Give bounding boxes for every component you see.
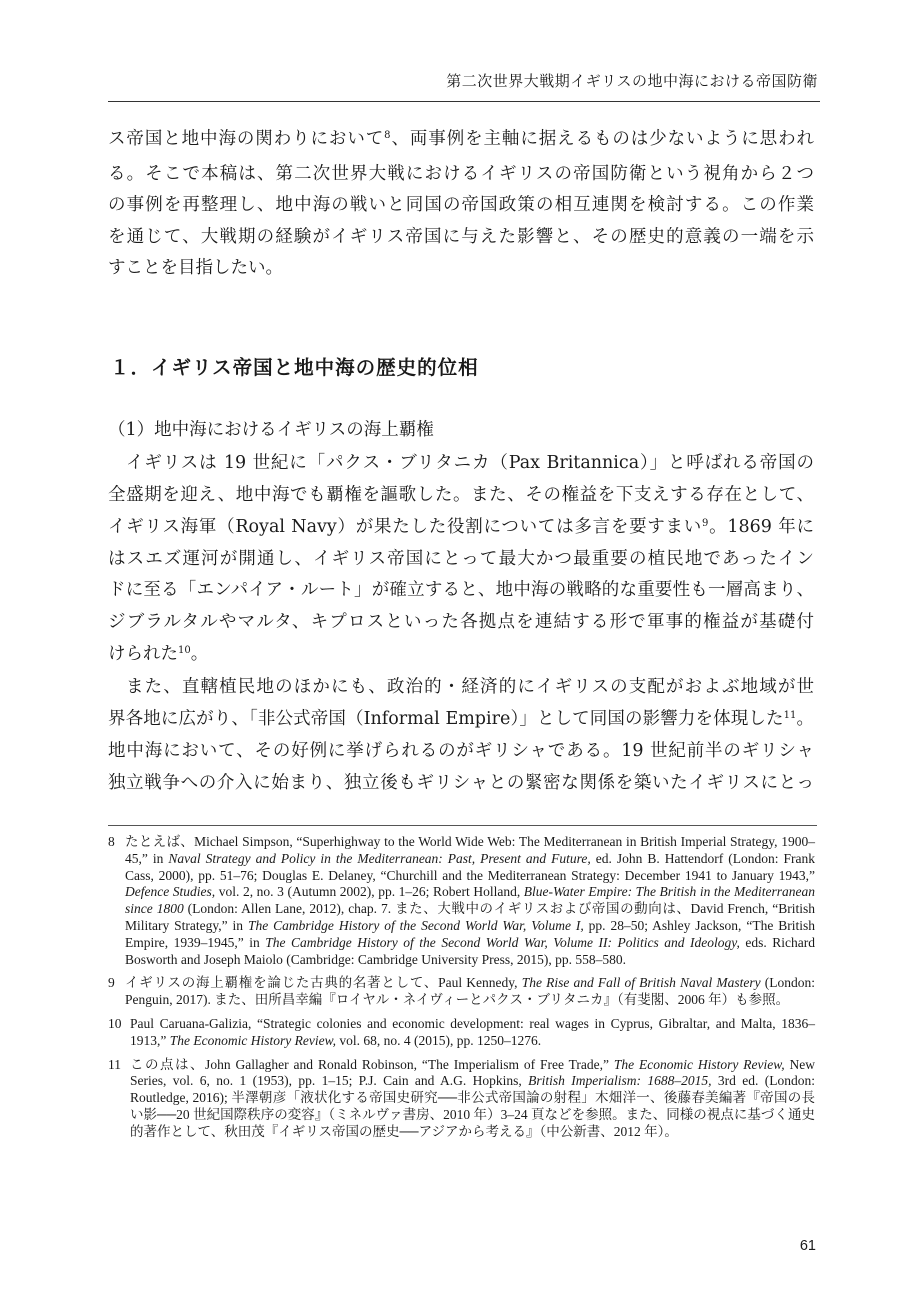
- footnote-text: この点は、John Gallagher and Ronald Robinson, “The Imperialism of Free Trade,”: [130, 1056, 614, 1072]
- para1-line-6: ジブラルタルやマルタ、キプロスといった各拠点を連結する形で軍事的権益が基礎付: [108, 612, 814, 632]
- page-number: 61: [799, 1238, 816, 1254]
- footnote-title: The Economic History Review,: [169, 1032, 336, 1048]
- para2-line-1: また、直轄植民地のほかにも、政治的・経済的にイギリスの支配がおよぶ地域が世: [126, 677, 814, 697]
- footnote-8: [108, 834, 815, 968]
- para1-line-1: イギリスは 19 世紀に「パクス・ブリタニカ（Pax Britannica）」と呼ばれる帝国の: [126, 453, 814, 473]
- intro-line-4: を通じて、大戦期の経験がイギリス帝国に与えた影響と、その歴史的意義の一端を示: [108, 227, 814, 247]
- intro-text: 、両事例を主軸に据えるものは少ないように思われ: [390, 129, 815, 149]
- footnote-text: (London: Penguin, 2017). また、田所昌幸編『ロイヤル・ネイヴィーとパクス・ブリタニカ』（有斐閣、2006 年）も参照。: [125, 975, 816, 1008]
- footnote-ref-10[interactable]: 10: [178, 645, 191, 656]
- footnote-title: The Cambridge History of the Second World War, Volume II: Politics and Ideology,: [265, 934, 740, 950]
- para1-text: 。1869 年に: [708, 517, 814, 537]
- footnote-text: (London: Allen Lane, 2012), chap. 7. また、大戦中のイギリスおよび帝国の動向は、David French, “British Military Strategy,” in: [125, 901, 815, 933]
- intro-line-2: る。そこで本稿は、第二次世界大戦におけるイギリスの帝国防衛という視角から２つ: [108, 164, 814, 184]
- footnote-10: [108, 1016, 815, 1050]
- para1-text: イギリス海軍（Royal Navy）が果たした役割については多言を要すまい: [108, 517, 703, 537]
- footnote-9: [108, 975, 815, 1009]
- footnotes: [108, 834, 815, 1148]
- para1-text: 。: [190, 644, 209, 664]
- para2-line-3: 地中海において、その好例に挙げられるのがギリシャである。19 世紀前半のギリシャ: [108, 741, 814, 761]
- footnote-text: イギリスの海上覇権を論じた古典的名著として、Paul Kennedy,: [125, 975, 522, 991]
- footnote-text: Paul Caruana-Galizia, “Strategic colonies and economic development: real wages in Cyprus, Gibraltar, and Malta, 1836–1913,”: [130, 1015, 815, 1048]
- footnote-ref-8[interactable]: 8: [384, 130, 391, 141]
- para1-line-3: [108, 512, 814, 542]
- para1-line-5: ドに至る「エンパイア・ルート」が確立すると、地中海の戦略的な重要性も一層高まり、: [108, 580, 814, 600]
- footnote-text: New Series, vol. 6, no. 1 (1953), pp. 1–15; P.J. Cain and A.G. Hopkins,: [130, 1056, 815, 1089]
- section-heading: １．イギリス帝国と地中海の歴史的位相: [110, 356, 479, 379]
- footnote-ref-11[interactable]: 11: [783, 710, 797, 721]
- para1-line-7: [108, 639, 814, 669]
- footnote-number: 9: [108, 975, 115, 991]
- footnote-rule: [108, 825, 817, 826]
- para2-text: 。: [796, 709, 814, 729]
- footnote-title: The Cambridge History of the Second World War, Volume I,: [247, 917, 584, 933]
- footnote-title: The Rise and Fall of British Naval Mastery: [521, 975, 761, 991]
- para1-line-2: 全盛期を迎え、地中海でも覇権を謳歌した。また、その権益を下支えする存在として、: [108, 485, 814, 505]
- para1-text: けられた: [108, 644, 178, 664]
- intro-line-3: の事例を再整理し、地中海の戦いと同国の帝国政策の相互連関を検討する。この作業: [108, 195, 814, 215]
- footnote-text: vol. 2, no. 3 (Autumn 2002), pp. 1–26; Robert Holland,: [215, 884, 524, 900]
- footnote-title: British Imperialism: 1688–2015,: [528, 1073, 712, 1089]
- intro-line-5: すことを目指したい。: [108, 258, 283, 278]
- intro-line-1: [108, 124, 814, 154]
- footnote-text: vol. 68, no. 4 (2015), pp. 1250–1276.: [335, 1032, 542, 1048]
- footnote-text: pp. 28–50; Ashley Jackson, “The British Empire, 1939–1945,” in: [125, 917, 815, 950]
- intro-text: ス帝国と地中海の関わりにおいて: [108, 129, 385, 149]
- para1-line-4: はスエズ運河が開通し、イギリス帝国にとって最大かつ最重要の植民地であったイン: [108, 549, 814, 569]
- para2-text: 界各地に広がり、「非公式帝国（Informal Empire）」として同国の影響力を体現した: [108, 709, 784, 729]
- footnote-text: 3rd ed. (London: Routledge, 2016); 半澤朝彦「液状化する帝国史研究──非公式帝国論の射程」木畑洋一、後藤春美編著『帝国の長い影──20 世紀国際秩序の変容』（ミネルヴァ書房、2010 年）3–24 頁などを参照。また、同様の視点に基づく通史的著作として、秋田茂『イギリス帝国の歴史──アジアから考える』（中公新書、2012 年）。: [130, 1073, 816, 1139]
- footnote-number: 8: [108, 834, 115, 849]
- subsection-heading: （1）地中海におけるイギリスの海上覇権: [108, 420, 434, 440]
- header-rule: [108, 101, 820, 102]
- footnote-title: Naval Strategy and Policy in the Mediterranean: Past, Present and Future,: [168, 850, 591, 866]
- para2-line-4: 独立戦争への介入に始まり、独立後もギリシャとの緊密な関係を築いたイギリスにとっ: [108, 773, 814, 793]
- para2-line-2: [108, 704, 814, 734]
- footnote-ref-9[interactable]: 9: [702, 518, 709, 529]
- footnote-title: Blue-Water Empire: The British in the Mediterranean since 1800: [125, 884, 815, 917]
- footnote-text: たとえば、Michael Simpson, “Superhighway to the World Wide Web: The Mediterranean in British Imperial Strategy, 1900–45,” in: [125, 834, 815, 866]
- footnote-text: eds. Richard Bosworth and Joseph Maiolo (Cambridge: Cambridge University Press, 2015), pp. 558–580.: [125, 934, 815, 967]
- footnote-text: ed. John B. Hattendorf (London: Frank Cass, 2000), pp. 51–76; Douglas E. Delaney, “Churchill and the Mediterranean Strategy: December 1941 to January 1943,”: [125, 850, 816, 883]
- footnote-number: 10: [108, 1015, 122, 1031]
- running-head: 第二次世界大戦期イギリスの地中海における帝国防衛: [446, 72, 818, 90]
- footnote-title: The Economic History Review,: [613, 1056, 785, 1072]
- footnote-number: 11: [108, 1056, 121, 1072]
- footnote-11: [108, 1057, 815, 1141]
- footnote-title: Defence Studies,: [125, 884, 216, 900]
